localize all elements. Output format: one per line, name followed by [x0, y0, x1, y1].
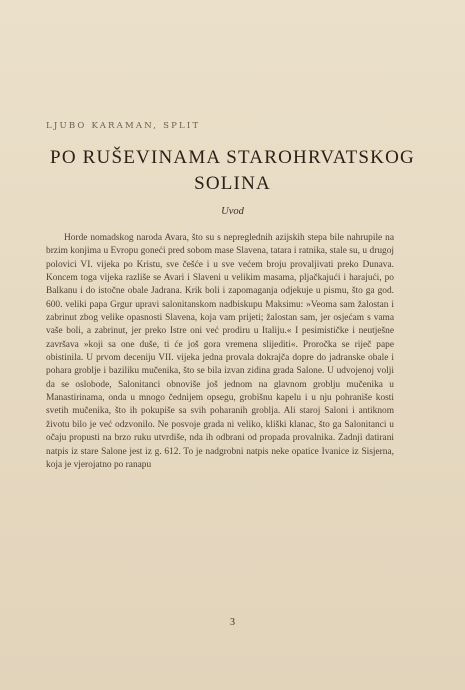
section-heading: Uvod [221, 206, 244, 217]
author-line: LJUBO KARAMAN, SPLIT [46, 121, 201, 131]
body-paragraph: Horde nomadskog naroda Avara, što su s nepreglednih azijskih stepa bile nahrupile na brzim konjima u Evropu goneći pred sobom mase Slavena, tatara i ratnika, stale su, u drugoj polovici VI. vijeka po Kristu, sve češće i u sve većem broju provaljivati preko Dunava. Koncem toga vijeka razliše se Avari i Slaveni u velikim masama, pljačkajući i harajući, po Balkanu i do istočne obale Jadrana. Krik boli i zapomaganja odjekuje u pismu, što ga god. 600. veliki papa Grgur upravi salonitanskom nadbiskupu Maksimu: »Veoma sam žalostan i zabrinut zbog velike opasnosti Slavena, koja vam prijeti; žalostan sam, jer osjećam s vama vaše boli, a zabrinut, jer preko Istre oni već prodiru u Italiju.« I pesimističke i neutješne završava »koji sa one duše, ti će još gora vremena slijediti«. Proročka se riječ pape obistinila. U prvom deceniju VII. vijeka jedna provala dokrajča dopre do jadranske obale i pohara groblje i baziliku mučenika, što se bila izvan zidina grada Salone. U udvojenoj volji da se oslobode, Salonitanci obnoviše još jednom na glavnom groblju mučenika u Manastirinama, onda u mnogo čednijem opsegu, grobišnu kapelu i u nju pohraniše kosti svetih mučenika, što ih pokupiše sa svih poharanih groblja. Ali staroj Saloni i antiknom životu bilo je već odzvonilo. Ne posvoje grada ni veliko, kliški klanac, što ga Salonitanci u očaju propusti na brzo ruku utvrdiše, nda ih odbrani od propada provalnika. Zadnji datirani natpis iz stare Salone jest iz g. 612. To je nadgrobni natpis neke opatice Ivanice iz Sisjerna, koja je vjerojatno po ranapu [46, 233, 394, 470]
article-title-line-1: PO RUŠEVINAMA STAROHRVATSKOG [50, 147, 415, 168]
page-number: 3 [230, 617, 235, 628]
article-title-line-2: SOLINA [194, 173, 271, 194]
